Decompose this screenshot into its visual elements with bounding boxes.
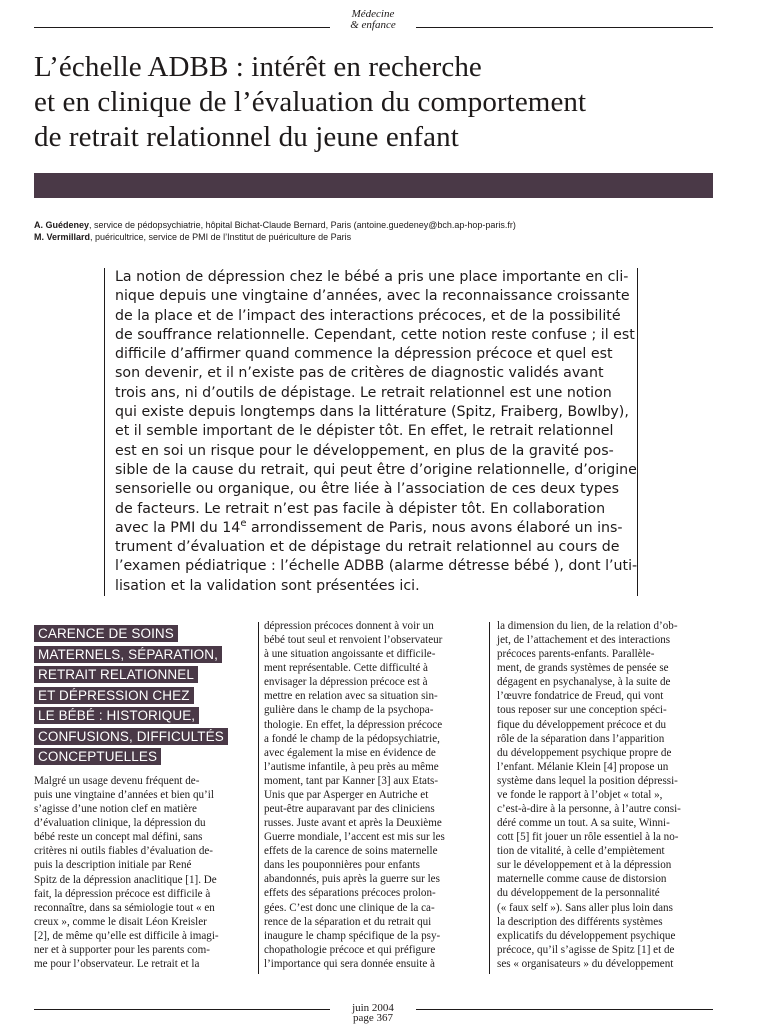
body-line: me pour l’observateur. Le retrait et la: [34, 958, 200, 971]
abstract-line: sible de la cause du retrait, qui peut être d’origine relationnelle, d’origine: [115, 461, 637, 478]
body-line: système dans lequel la position dépressi-: [497, 774, 678, 787]
body-line: dépression précoces donnent à voir un: [264, 620, 434, 632]
ordinal-superscript: e: [240, 517, 247, 529]
heading-line: CARENCE DE SOINS: [34, 625, 178, 642]
abstract-line: son devenir, et il n’existe pas de critères de diagnostic validés avant: [115, 365, 604, 382]
author-line: [34, 219, 734, 231]
journal-name: [330, 9, 416, 31]
body-line: fique du développement précoce et du: [497, 718, 667, 731]
body-line: l’enfant. Mélanie Klein [4] propose un: [497, 760, 669, 773]
body-line: Unis que par Asperger en Autriche et: [264, 788, 429, 801]
journal-name-line2: & enfance: [350, 19, 396, 31]
body-line: explicatifs du développement psychique: [497, 929, 676, 942]
heading-line: LE BÉBÉ : HISTORIQUE,: [34, 707, 199, 724]
body-column-1: [34, 774, 250, 971]
body-line: critères ni outils fiables d’évaluation de-: [34, 845, 213, 858]
author-name: A. Guédeney: [34, 220, 90, 230]
body-line: gulière dans le champ de la psychopa-: [264, 704, 434, 717]
abstract-line: trois ans, ni d’outils de dépistage. Le retrait relationnel est une notion: [115, 384, 612, 401]
body-line: la description des différents systèmes: [497, 915, 663, 928]
heading-line: ET DÉPRESSION CHEZ: [34, 687, 194, 704]
abstract-line: difficile d’affirmer quand commence la dépression précoce et quel est: [115, 346, 613, 363]
section-heading: [34, 625, 250, 769]
abstract-line-start: avec la PMI du 14: [115, 519, 241, 536]
abstract-line: l’examen pédiatrique : l’échelle ADBB (alarme détresse bébé ), dont l’uti-: [115, 558, 638, 575]
body-line: jet, de l’attachement et des interactions: [497, 634, 671, 647]
body-line: inaugure le champ spécifique de la psy-: [264, 929, 441, 942]
body-line: c’est-à-dire à la personne, à l’autre consi-: [497, 803, 681, 816]
body-line: a fondé le champ de la pédopsychiatrie,: [264, 732, 440, 745]
body-line: maternelle comme cause de distorsion: [497, 873, 667, 886]
title-line: L’échelle ADBB : intérêt en recherche: [34, 51, 482, 83]
abstract-line: trument d’évaluation et de dépistage du retrait relationnel au cours de: [115, 539, 620, 556]
title-line: et en clinique de l’évaluation du comportement: [34, 86, 587, 118]
body-column-2: [264, 619, 480, 971]
body-line: cott [5] fit jouer un rôle essentiel à la no-: [497, 831, 679, 844]
body-line: la dimension du lien, de la relation d’ob-: [497, 620, 678, 632]
body-line: d’évaluation clinique, la dépression du: [34, 817, 206, 830]
abstract-line: lisation et la validation sont présentées ici.: [115, 577, 420, 594]
body-line: Malgré un usage devenu fréquent de-: [34, 775, 200, 787]
abstract: [115, 268, 637, 596]
author-name: M. Vermillard: [34, 232, 91, 242]
issue-date: juin 2004: [352, 1002, 394, 1014]
body-line: fait, la dépression précoce est difficile à: [34, 887, 211, 900]
abstract-line: est en soi un risque pour le développement, en plus de la gravité pos-: [115, 442, 614, 459]
abstract-line: [115, 519, 637, 538]
body-line: dans les pouponnières pour enfants: [264, 859, 420, 872]
heading-line: RETRAIT RELATIONNEL: [34, 666, 198, 683]
body-line: gées. C’est donc une clinique de la ca-: [264, 901, 435, 914]
body-line: mettre en relation avec sa situation sin-: [264, 690, 438, 703]
body-line: envisager la dépression précoce est à: [264, 676, 428, 689]
body-line: précoces parents-enfants. Parallèle-: [497, 648, 655, 661]
body-line: tous reposer sur une conception spéci-: [497, 704, 667, 717]
body-line: ses « organisateurs » du développement: [497, 957, 674, 970]
header-rule-left: [34, 27, 330, 28]
body-line: du développement psychique propre de: [497, 746, 672, 759]
body-line: rence de la séparation et du retrait qui: [264, 915, 432, 928]
page-number: page 367: [352, 1012, 393, 1024]
body-line: bébé tout seul et renvoient l’observateur: [264, 634, 443, 647]
abstract-line: de la place et de l’impact des interactions précoces, et de la possibilité: [115, 307, 621, 324]
body-line: ment, de grands systèmes de pensée se: [497, 662, 669, 675]
body-line: effets de la carence de soins maternelle: [264, 845, 438, 858]
body-line: Spitz de la dépression anaclitique [1]. De: [34, 873, 217, 886]
author-details: , service de pédopsychiatrie, hôpital Bichat-Claude Bernard, Paris (antoine.guedeney@bch.ap-hop-paris.fr): [89, 220, 516, 230]
body-line: creux », comme le disait Léon Kreisler: [34, 915, 207, 928]
body-line: à une situation angoissante et difficile-: [264, 648, 436, 661]
abstract-line: qui existe depuis longtemps dans la littérature (Spitz, Fraiberg, Bowlby),: [115, 404, 629, 421]
body-line: chopathologie précoce et qui préfigure: [264, 943, 436, 956]
body-line: avec également la mise en évidence de: [264, 746, 436, 759]
body-line: reconnaître, dans sa sémiologie tout « en: [34, 901, 215, 914]
abstract-line: sensorielle ou organique, ou être liée à l’association de ces deux types: [115, 481, 620, 498]
abstract-rule-left: [104, 268, 105, 596]
abstract-line: nique depuis une vingtaine d’années, avec la reconnaissance croissante: [115, 288, 630, 305]
body-line: bébé reste un concept mal défini, sans: [34, 831, 203, 844]
heading-line: CONFUSIONS, DIFFICULTÉS: [34, 728, 228, 745]
body-column-3: [497, 619, 713, 971]
body-line: du développement de la personnalité: [497, 887, 660, 900]
body-line: puis une vingtaine d’années et bien qu’il: [34, 789, 214, 802]
body-line: tion de vitalité, à celle d’empiètement: [497, 845, 665, 858]
footer-rule-right: [416, 1009, 713, 1010]
body-line: sur le développement et à la dépression: [497, 859, 672, 872]
abstract-rule-right: [637, 268, 638, 596]
footer-rule-left: [34, 1009, 330, 1010]
body-line: l’autisme infantile, à peu près au même: [264, 760, 439, 773]
title-line: de retrait relationnel du jeune enfant: [34, 121, 459, 153]
body-line: ve fonde le rapport à l’objet « total »,: [497, 788, 663, 801]
body-line: [2], de même qu’elle est difficile à imagi-: [34, 929, 219, 942]
body-line: dégagent en psychanalyse, à la suite de: [497, 676, 671, 689]
heading-line: MATERNELS, SÉPARATION,: [34, 646, 222, 663]
column-rule-2: [489, 622, 490, 974]
body-line: l’importance qui sera donnée ensuite à: [264, 957, 435, 970]
body-line: déré comme un tout. A sa suite, Winni-: [497, 817, 670, 830]
column-rule-1: [258, 622, 259, 974]
body-line: abandonnés, puis après la guerre sur les: [264, 873, 440, 886]
body-line: effets des séparations précoces prolon-: [264, 887, 436, 900]
body-line: thologie. En effet, la dépression précoce: [264, 718, 443, 731]
author-details: , puéricultrice, service de PMI de l’Institut de puériculture de Paris: [90, 232, 352, 242]
body-line: moment, tant par Kanner [3] aux Etats-: [264, 774, 439, 787]
abstract-line-end: arrondissement de Paris, nous avons élaboré un ins-: [246, 519, 623, 536]
author-affiliations: [34, 219, 734, 243]
body-line: russes. Juste avant et après la Deuxième: [264, 817, 442, 830]
body-line: peut-être auparavant par des cliniciens: [264, 803, 435, 816]
author-line: [34, 231, 734, 243]
abstract-line: de facteurs. Le retrait n’est pas facile à dépister tôt. En collaboration: [115, 500, 606, 517]
body-line: précoce, qu’il s’agisse de Spitz [1] et de: [497, 943, 675, 956]
page-footer: [330, 1003, 416, 1023]
body-line: rôle de la séparation dans l’apparition: [497, 732, 665, 745]
journal-name-line1: Médecine: [351, 8, 395, 20]
body-line: ment représentable. Cette difficulté à: [264, 662, 428, 675]
abstract-line: La notion de dépression chez le bébé a pris une place importante en cli-: [115, 269, 629, 285]
article-title: [34, 50, 734, 155]
body-line: (« faux self »). Sans aller plus loin dans: [497, 901, 673, 914]
body-line: s’agisse d’une notion clef en matière: [34, 803, 197, 816]
title-color-bar: [34, 173, 713, 198]
header-rule-right: [416, 27, 713, 28]
body-line: puis la description initiale par René: [34, 859, 192, 872]
body-line: l’œuvre fondatrice de Freud, qui vont: [497, 690, 664, 703]
abstract-line: et il semble important de le dépister tôt. En effet, le retrait relationnel: [115, 423, 614, 440]
heading-line: CONCEPTUELLES: [34, 748, 161, 765]
abstract-line: de souffrance relationnelle. Cependant, cette notion reste confuse ; il est: [115, 326, 635, 343]
body-line: ner et à supporter pour les parents com-: [34, 943, 210, 956]
body-line: Guerre mondiale, l’accent est mis sur les: [264, 831, 445, 844]
